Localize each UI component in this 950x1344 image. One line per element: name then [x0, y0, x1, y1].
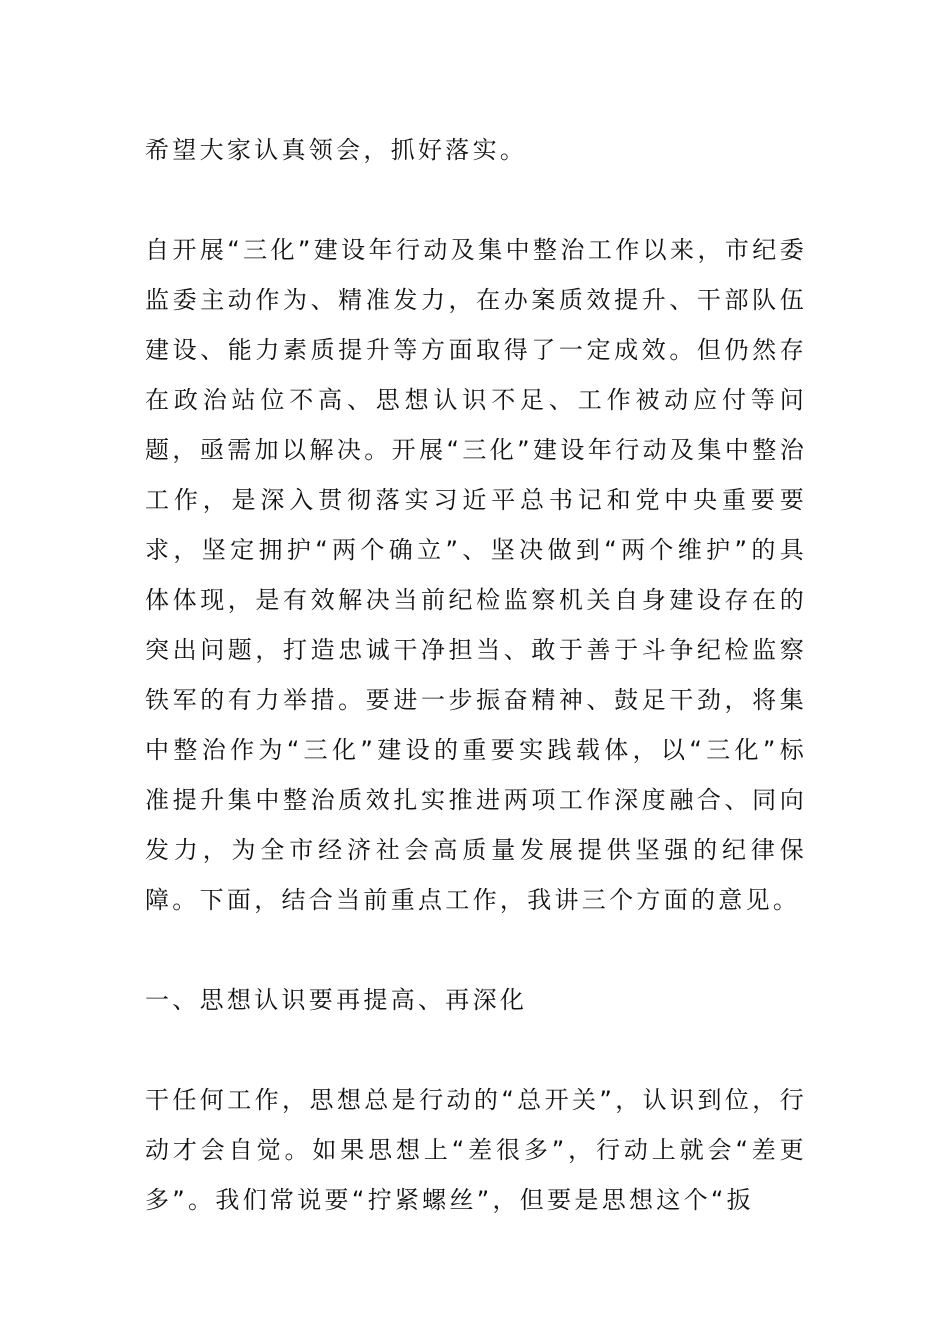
section-heading-1: 一、思想认识要再提高、再深化	[145, 986, 528, 1014]
paragraph-section-1-body: 干任何工作，思想总是行动的“总开关”，认识到位，行动才会自觉。如果思想上“差很多”，行动上就会“差更多”。我们常说要“拧紧螺丝”，但要是思想这个“扳	[145, 1086, 807, 1214]
paragraph-spacer	[145, 175, 825, 225]
paragraph-spacer	[145, 925, 825, 975]
paragraph-spacer	[145, 1025, 825, 1075]
document-page	[145, 125, 825, 1225]
paragraph-closing-remark: 希望大家认真领会，抓好落实。	[145, 136, 528, 164]
paragraph-intro: 自开展“三化”建设年行动及集中整治工作以来，市纪委监委主动作为、精准发力，在办案质效提升、干部队伍建设、能力素质提升等方面取得了一定成效。但仍然存在政治站位不高、思想认识不足、工作被动应付等问题，亟需加以解决。开展“三化”建设年行动及集中整治工作，是深入贯彻落实习近平总书记和党中央重要要求，坚定拥护“两个确立”、坚决做到“两个维护”的具体体现，是有效解决当前纪检监察机关自身建设存在的突出问题，打造忠诚干净担当、敢于善于斗争纪检监察铁军的有力举措。要进一步振奋精神、鼓足干劲，将集中整治作为“三化”建设的重要实践载体，以“三化”标准提升集中整治质效扎实推进两项工作深度融合、同向发力，为全市经济社会高质量发展提供坚强的纪律保障。下面，结合当前重点工作，我讲三个方面的意见。	[145, 236, 807, 914]
